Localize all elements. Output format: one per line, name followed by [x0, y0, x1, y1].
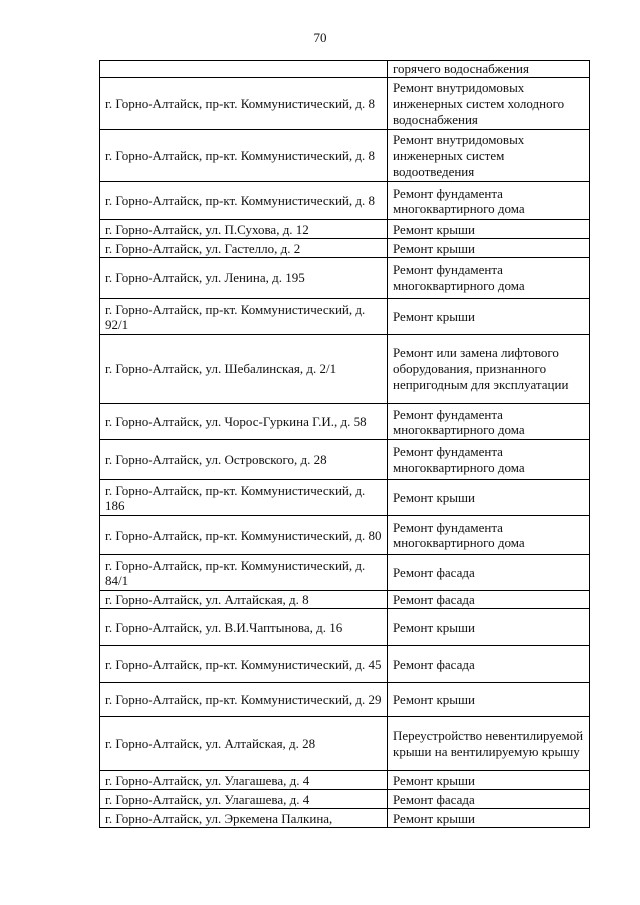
- address-cell: г. Горно-Алтайск, ул. Улагашева, д. 4: [100, 771, 388, 790]
- address-cell: г. Горно-Алтайск, пр-кт. Коммунистический, д. 45: [100, 646, 388, 683]
- table-row: [100, 609, 590, 646]
- table-row: [100, 717, 590, 771]
- work-type-cell: Ремонт крыши: [388, 809, 590, 828]
- table-row: [100, 182, 590, 220]
- address-cell: г. Горно-Алтайск, ул. Алтайская, д. 28: [100, 717, 388, 771]
- address-cell: г. Горно-Алтайск, ул. Алтайская, д. 8: [100, 591, 388, 609]
- work-type-cell: горячего водоснабжения: [388, 61, 590, 78]
- page-number: 70: [313, 30, 327, 45]
- work-type-cell: Ремонт крыши: [388, 609, 590, 646]
- table-row: [100, 646, 590, 683]
- work-type-cell: Ремонт фундамента многоквартирного дома: [388, 258, 590, 299]
- work-type-cell: Ремонт фасада: [388, 555, 590, 591]
- work-type-cell: Ремонт фундамента многоквартирного дома: [388, 182, 590, 220]
- address-cell: [100, 61, 388, 78]
- address-cell: г. Горно-Алтайск, ул. Островского, д. 28: [100, 440, 388, 480]
- work-type-cell: Ремонт крыши: [388, 683, 590, 717]
- address-cell: г. Горно-Алтайск, пр-кт. Коммунистический, д. 92/1: [100, 299, 388, 335]
- table-row: [100, 335, 590, 404]
- address-cell: г. Горно-Алтайск, ул. Эркемена Палкина,: [100, 809, 388, 828]
- address-cell: г. Горно-Алтайск, пр-кт. Коммунистический, д. 8: [100, 130, 388, 182]
- table-row: [100, 480, 590, 516]
- address-cell: г. Горно-Алтайск, ул. Гастелло, д. 2: [100, 239, 388, 258]
- table-row: [100, 220, 590, 239]
- address-cell: г. Горно-Алтайск, пр-кт. Коммунистический, д. 29: [100, 683, 388, 717]
- address-cell: г. Горно-Алтайск, ул. Чорос-Гуркина Г.И., д. 58: [100, 404, 388, 440]
- work-type-cell: Ремонт крыши: [388, 220, 590, 239]
- work-type-cell: Ремонт фасада: [388, 646, 590, 683]
- table-body: [100, 61, 590, 828]
- work-type-cell: Переустройство невентилируемой крыши на вентилируемую крышу: [388, 717, 590, 771]
- table-row: [100, 78, 590, 130]
- table-row: [100, 790, 590, 809]
- table-row: [100, 591, 590, 609]
- work-type-cell: Ремонт или замена лифтового оборудования, признанного непригодным для эксплуатации: [388, 335, 590, 404]
- address-cell: г. Горно-Алтайск, пр-кт. Коммунистический, д. 84/1: [100, 555, 388, 591]
- table-row: [100, 555, 590, 591]
- address-cell: г. Горно-Алтайск, пр-кт. Коммунистический, д. 186: [100, 480, 388, 516]
- table-row: [100, 404, 590, 440]
- work-type-cell: Ремонт крыши: [388, 771, 590, 790]
- repair-table: [99, 60, 590, 828]
- address-cell: г. Горно-Алтайск, пр-кт. Коммунистический, д. 8: [100, 182, 388, 220]
- work-type-cell: Ремонт фундамента многоквартирного дома: [388, 404, 590, 440]
- table-row: [100, 258, 590, 299]
- table-row: [100, 130, 590, 182]
- work-type-cell: Ремонт крыши: [388, 299, 590, 335]
- table-row: [100, 771, 590, 790]
- work-type-cell: Ремонт внутридомовых инженерных систем холодного водоснабжения: [388, 78, 590, 130]
- address-cell: г. Горно-Алтайск, пр-кт. Коммунистический, д. 8: [100, 78, 388, 130]
- table-row: [100, 516, 590, 555]
- work-type-cell: Ремонт крыши: [388, 239, 590, 258]
- address-cell: г. Горно-Алтайск, ул. В.И.Чаптынова, д. 16: [100, 609, 388, 646]
- table-row: [100, 239, 590, 258]
- work-type-cell: Ремонт фундамента многоквартирного дома: [388, 516, 590, 555]
- work-type-cell: Ремонт крыши: [388, 480, 590, 516]
- work-type-cell: Ремонт фасада: [388, 790, 590, 809]
- table-row: [100, 299, 590, 335]
- work-type-cell: Ремонт внутридомовых инженерных систем водоотведения: [388, 130, 590, 182]
- address-cell: г. Горно-Алтайск, ул. П.Сухова, д. 12: [100, 220, 388, 239]
- address-cell: г. Горно-Алтайск, ул. Улагашева, д. 4: [100, 790, 388, 809]
- work-type-cell: Ремонт фундамента многоквартирного дома: [388, 440, 590, 480]
- address-cell: г. Горно-Алтайск, пр-кт. Коммунистический, д. 80: [100, 516, 388, 555]
- table-row: [100, 683, 590, 717]
- table-row: [100, 61, 590, 78]
- address-cell: г. Горно-Алтайск, ул. Ленина, д. 195: [100, 258, 388, 299]
- address-cell: г. Горно-Алтайск, ул. Шебалинская, д. 2/1: [100, 335, 388, 404]
- table-row: [100, 440, 590, 480]
- work-type-cell: Ремонт фасада: [388, 591, 590, 609]
- table-row: [100, 809, 590, 828]
